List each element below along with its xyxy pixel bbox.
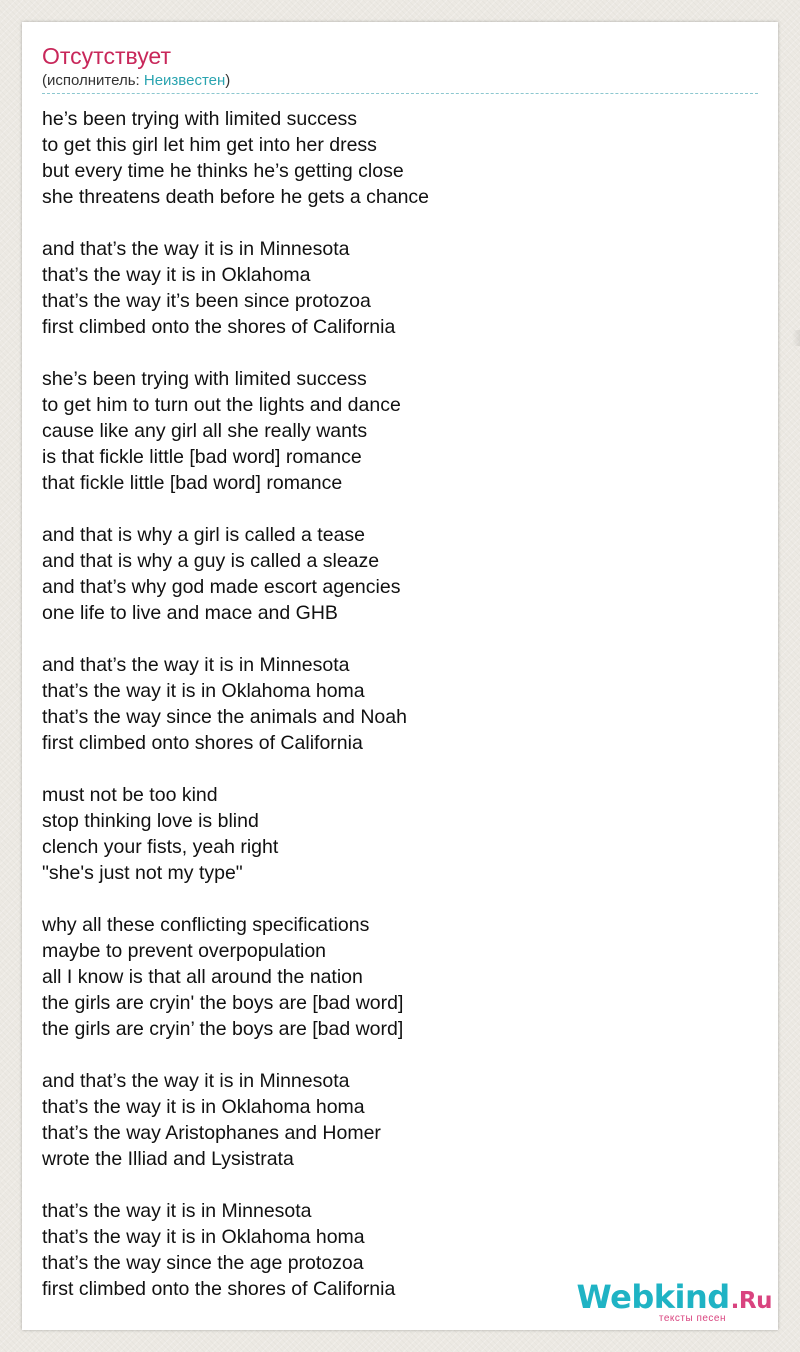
lyric-line: but every time he thinks he’s getting close <box>42 160 404 182</box>
lyrics-stanza <box>42 1068 742 1172</box>
artist-suffix: ) <box>225 72 231 89</box>
lyric-line: and that’s the way it is in Minnesota <box>42 654 350 676</box>
lyric-line: the girls are cryin’ the boys are [bad word] <box>42 1018 404 1040</box>
lyric-line: to get this girl let him get into her dress <box>42 134 377 156</box>
lyric-line: to get him to turn out the lights and dance <box>42 394 401 416</box>
lyric-line: that’s the way since the animals and Noah <box>42 706 407 728</box>
lyrics-body <box>42 106 742 1328</box>
lyric-line: first climbed onto shores of California <box>42 732 363 754</box>
lyric-line: and that’s the way it is in Minnesota <box>42 238 350 260</box>
page-edge-decoration <box>792 330 800 346</box>
lyric-line: that’s the way it is in Minnesota <box>42 1200 312 1222</box>
lyric-line: that fickle little [bad word] romance <box>42 472 343 494</box>
lyric-line: one life to live and mace and GHB <box>42 602 338 624</box>
lyric-line: that’s the way Aristophanes and Homer <box>42 1122 381 1144</box>
lyric-line: that’s the way it’s been since protozoa <box>42 290 371 312</box>
lyric-line: he’s been trying with limited success <box>42 108 358 130</box>
lyric-line: that’s the way it is in Oklahoma <box>42 264 311 286</box>
artist-line <box>42 72 230 90</box>
lyric-line: all I know is that all around the nation <box>42 966 363 988</box>
lyric-line: cause like any girl all she really wants <box>42 420 368 442</box>
lyric-line: clench your fists, yeah right <box>42 836 279 858</box>
lyric-line: wrote the Illiad and Lysistrata <box>42 1148 294 1170</box>
lyric-line: stop thinking love is blind <box>42 810 259 832</box>
lyric-line: and that is why a girl is called a tease <box>42 524 366 546</box>
lyrics-stanza <box>42 912 742 1042</box>
lyric-line: she threatens death before he gets a chance <box>42 186 430 208</box>
lyrics-stanza <box>42 652 742 756</box>
lyrics-card <box>22 22 778 1330</box>
lyric-line: is that fickle little [bad word] romance <box>42 446 362 468</box>
lyric-line: that’s the way it is in Oklahoma homa <box>42 1226 365 1248</box>
lyric-line: she’s been trying with limited success <box>42 368 367 390</box>
lyric-line: that’s the way it is in Oklahoma homa <box>42 680 365 702</box>
lyric-line: that’s the way since the age protozoa <box>42 1252 364 1274</box>
lyrics-stanza <box>42 236 742 340</box>
lyrics-stanza <box>42 522 742 626</box>
title-divider <box>42 93 758 94</box>
song-title: Отсутствует <box>42 43 171 69</box>
lyric-line: why all these conflicting specifications <box>42 914 370 936</box>
lyric-line: must not be too kind <box>42 784 218 806</box>
lyric-line: and that is why a guy is called a sleaze <box>42 550 380 572</box>
logo-subtitle: тексты песен <box>658 1313 726 1324</box>
logo-name: Webkind <box>576 1278 730 1316</box>
lyric-line: "she's just not my type" <box>42 862 243 884</box>
lyric-line: and that’s the way it is in Minnesota <box>42 1070 350 1092</box>
lyrics-stanza <box>42 106 742 210</box>
lyric-line: that’s the way it is in Oklahoma homa <box>42 1096 365 1118</box>
lyric-line: and that’s why god made escort agencies <box>42 576 401 598</box>
artist-link[interactable]: Неизвестен <box>143 72 226 89</box>
lyrics-stanza <box>42 366 742 496</box>
lyric-line: first climbed onto the shores of California <box>42 316 396 338</box>
webkind-logo[interactable] <box>576 1278 772 1326</box>
lyric-line: the girls are cryin' the boys are [bad word] <box>42 992 404 1014</box>
artist-prefix: (исполнитель: <box>42 72 144 89</box>
lyrics-stanza <box>42 782 742 886</box>
lyric-line: first climbed onto the shores of California <box>42 1278 396 1300</box>
lyric-line: maybe to prevent overpopulation <box>42 940 327 962</box>
logo-tld: .Ru <box>730 1288 772 1314</box>
